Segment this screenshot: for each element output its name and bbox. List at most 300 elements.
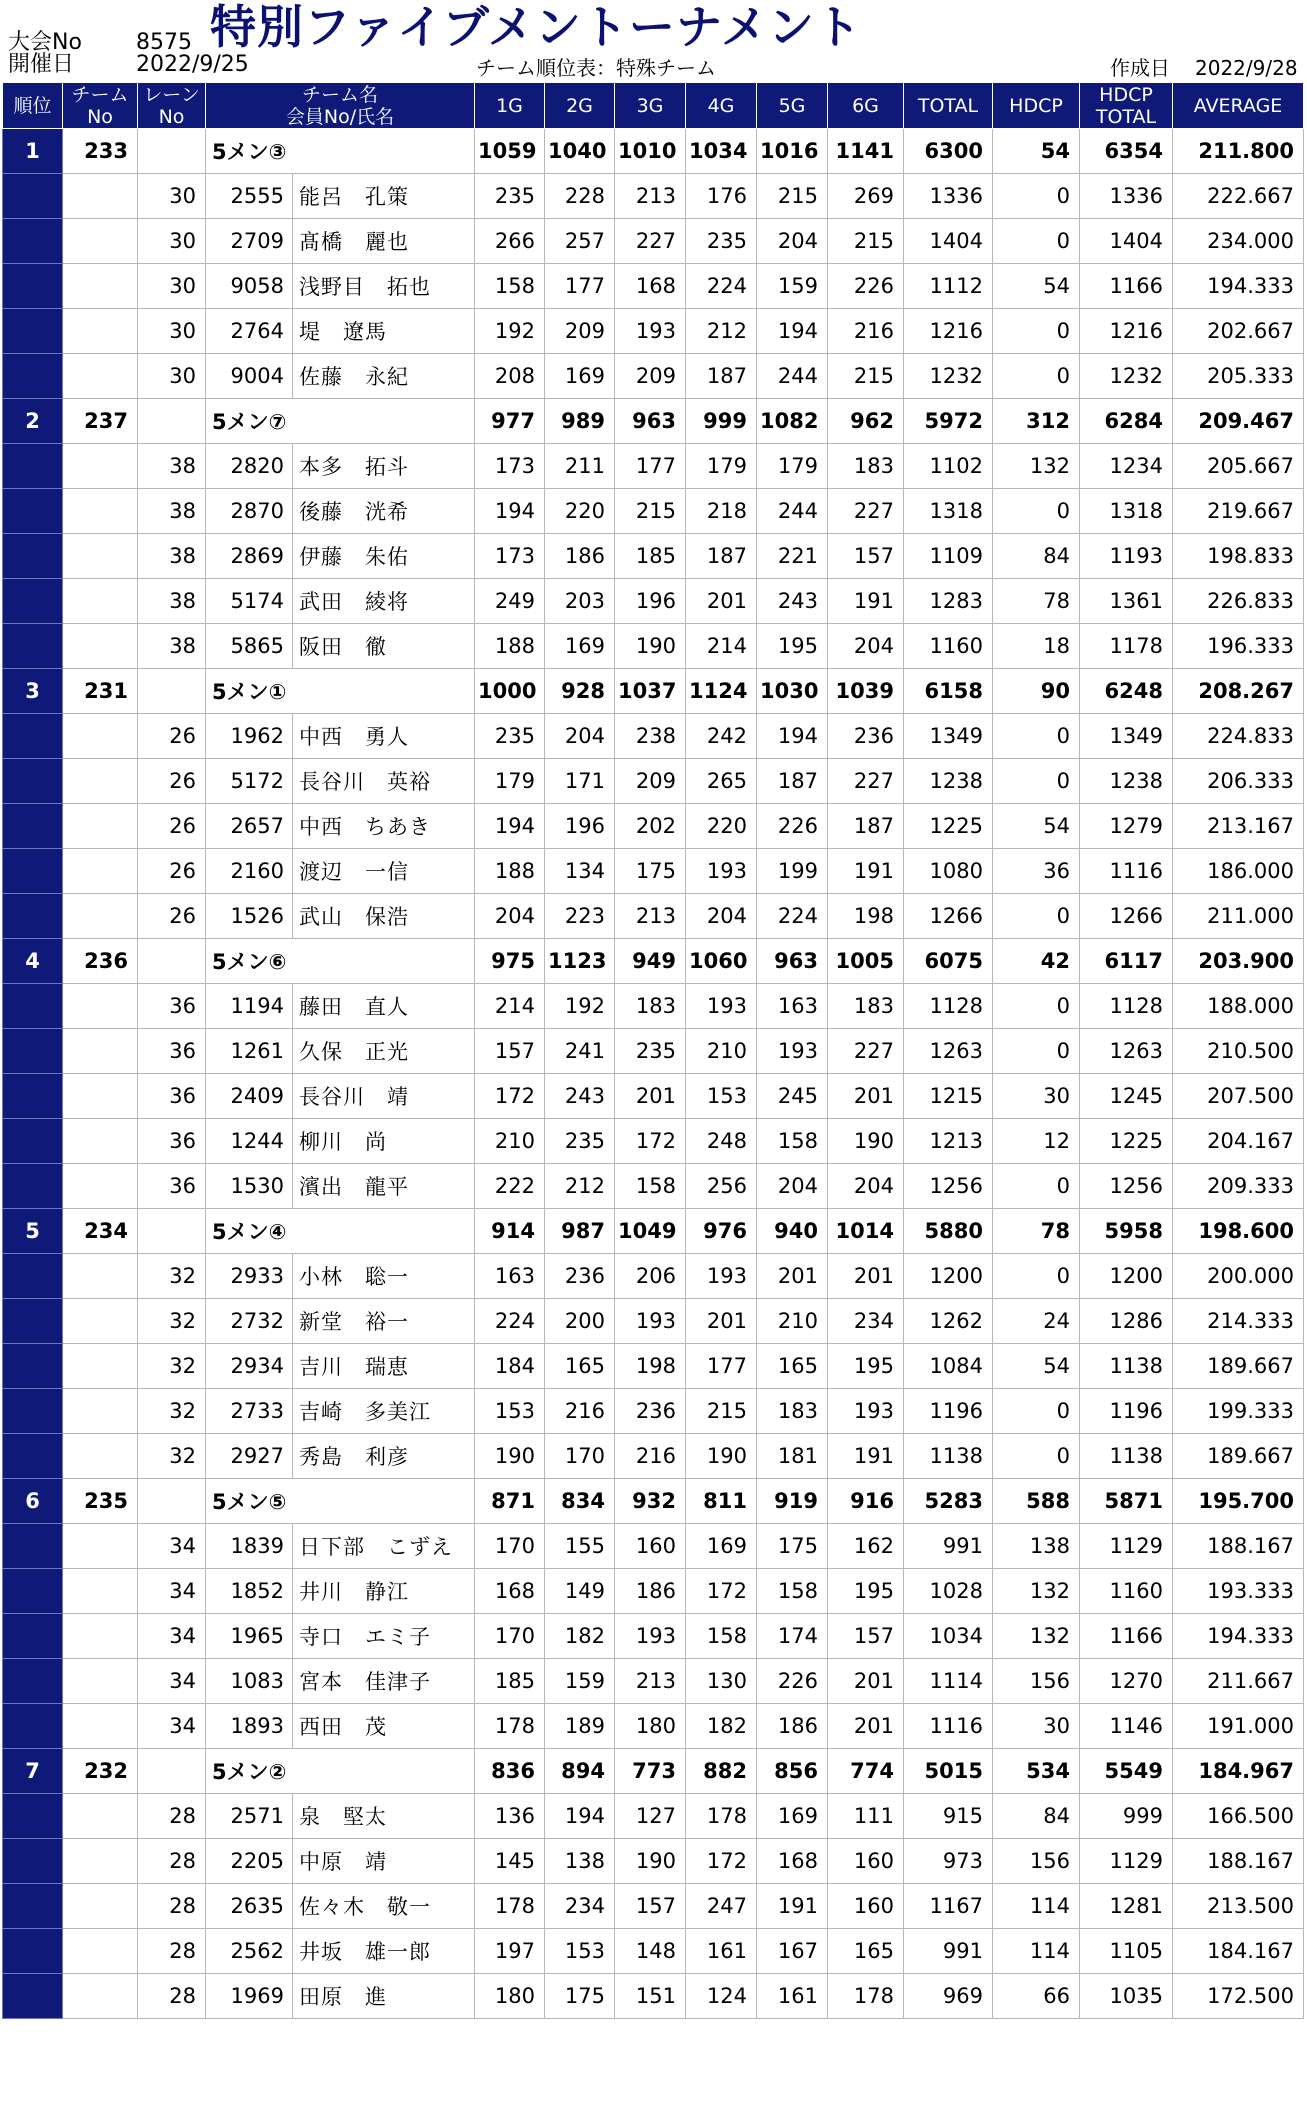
rank-cell [3, 624, 63, 669]
hdcp-cell: 78 [993, 1209, 1080, 1254]
rank-cell [3, 264, 63, 309]
hdcp-total-cell: 1270 [1080, 1659, 1173, 1704]
hdcp-cell: 0 [993, 759, 1080, 804]
member-name-cell: 田原 進 [293, 1974, 475, 2019]
member-no-cell: 2205 [206, 1839, 293, 1884]
lane-cell: 36 [138, 1164, 206, 1209]
total-cell: 6075 [904, 939, 993, 984]
rank-cell [3, 1704, 63, 1749]
game-3-cell: 160 [615, 1524, 686, 1569]
hdcp-cell: 0 [993, 714, 1080, 759]
game-5-cell: 245 [757, 1074, 828, 1119]
game-6-cell: 226 [828, 264, 904, 309]
hdcp-cell: 30 [993, 1074, 1080, 1119]
game-2-cell: 234 [545, 1884, 615, 1929]
header-row [3, 83, 1304, 129]
game-6-cell: 195 [828, 1344, 904, 1389]
total-cell: 5015 [904, 1749, 993, 1794]
game-4-cell: 235 [686, 219, 757, 264]
member-name-cell: 伊藤 朱佑 [293, 534, 475, 579]
date-label: 開催日 [8, 52, 75, 77]
member-no-cell: 1526 [206, 894, 293, 939]
game-1-cell: 168 [475, 1569, 545, 1614]
hdcp-total-cell: 1166 [1080, 264, 1173, 309]
game-3-cell: 213 [615, 1659, 686, 1704]
game-5-cell: 181 [757, 1434, 828, 1479]
game-4-cell: 193 [686, 849, 757, 894]
hdcp-cell: 0 [993, 1164, 1080, 1209]
game-2-cell: 170 [545, 1434, 615, 1479]
hdcp-cell: 0 [993, 894, 1080, 939]
game-2-cell: 216 [545, 1389, 615, 1434]
game-4-cell: 976 [686, 1209, 757, 1254]
col-team-no [63, 83, 138, 129]
rank-cell [3, 1884, 63, 1929]
game-2-cell: 203 [545, 579, 615, 624]
rank-cell [3, 804, 63, 849]
hdcp-cell: 588 [993, 1479, 1080, 1524]
game-5-cell: 204 [757, 1164, 828, 1209]
game-4-cell: 187 [686, 354, 757, 399]
member-no-cell: 2764 [206, 309, 293, 354]
hdcp-total-cell: 1116 [1080, 849, 1173, 894]
lane-cell: 32 [138, 1299, 206, 1344]
team-name-cell: 5メン④ [206, 1209, 475, 1254]
game-6-cell: 916 [828, 1479, 904, 1524]
hdcp-total-cell: 5871 [1080, 1479, 1173, 1524]
hdcp-cell: 54 [993, 804, 1080, 849]
member-row [3, 1434, 1304, 1479]
average-cell: 211.667 [1173, 1659, 1304, 1704]
game-1-cell: 190 [475, 1434, 545, 1479]
member-row [3, 1929, 1304, 1974]
game-5-cell: 158 [757, 1119, 828, 1164]
col-lane-line1: レーン [143, 83, 200, 106]
hdcp-total-cell: 1281 [1080, 1884, 1173, 1929]
game-1-cell: 188 [475, 849, 545, 894]
game-2-cell: 165 [545, 1344, 615, 1389]
game-4-cell: 1060 [686, 939, 757, 984]
game-4-cell: 130 [686, 1659, 757, 1704]
lane-cell: 32 [138, 1254, 206, 1299]
game-2-cell: 209 [545, 309, 615, 354]
average-cell: 209.467 [1173, 399, 1304, 444]
game-4-cell: 220 [686, 804, 757, 849]
game-4-cell: 153 [686, 1074, 757, 1119]
game-3-cell: 193 [615, 1299, 686, 1344]
average-cell: 234.000 [1173, 219, 1304, 264]
team-no-cell [63, 579, 138, 624]
game-6-cell: 774 [828, 1749, 904, 1794]
average-cell: 184.167 [1173, 1929, 1304, 1974]
hdcp-total-cell: 1225 [1080, 1119, 1173, 1164]
hdcp-cell: 42 [993, 939, 1080, 984]
average-cell: 166.500 [1173, 1794, 1304, 1839]
game-3-cell: 1010 [615, 129, 686, 174]
col-name-line2: 会員No/氏名 [285, 105, 395, 128]
game-5-cell: 193 [757, 1029, 828, 1074]
lane-cell: 28 [138, 1974, 206, 2019]
hdcp-total-cell: 6284 [1080, 399, 1173, 444]
member-name-cell: 日下部 こずえ [293, 1524, 475, 1569]
rank-cell [3, 354, 63, 399]
team-no-cell: 237 [63, 399, 138, 444]
member-name-cell: 武山 保浩 [293, 894, 475, 939]
member-row [3, 1254, 1304, 1299]
rank-cell [3, 759, 63, 804]
member-name-cell: 寺口 エミ子 [293, 1614, 475, 1659]
game-4-cell: 265 [686, 759, 757, 804]
hdcp-total-cell: 6248 [1080, 669, 1173, 714]
game-3-cell: 158 [615, 1164, 686, 1209]
total-cell: 1112 [904, 264, 993, 309]
game-3-cell: 190 [615, 1839, 686, 1884]
team-no-cell [63, 309, 138, 354]
member-name-cell: 久保 正光 [293, 1029, 475, 1074]
total-cell: 1238 [904, 759, 993, 804]
game-3-cell: 183 [615, 984, 686, 1029]
game-1-cell: 194 [475, 489, 545, 534]
event-date: 2022/9/25 [136, 52, 249, 77]
game-6-cell: 201 [828, 1704, 904, 1749]
average-cell: 184.967 [1173, 1749, 1304, 1794]
average-cell: 210.500 [1173, 1029, 1304, 1074]
created-label: 作成日 [1110, 56, 1170, 80]
hdcp-cell: 132 [993, 444, 1080, 489]
game-2-cell: 186 [545, 534, 615, 579]
hdcp-cell: 0 [993, 1389, 1080, 1434]
lane-cell: 28 [138, 1884, 206, 1929]
game-2-cell: 241 [545, 1029, 615, 1074]
game-1-cell: 178 [475, 1884, 545, 1929]
lane-cell: 26 [138, 714, 206, 759]
member-no-cell: 2934 [206, 1344, 293, 1389]
game-5-cell: 199 [757, 849, 828, 894]
col-lane-line2: No [158, 105, 185, 128]
hdcp-cell: 0 [993, 219, 1080, 264]
game-1-cell: 158 [475, 264, 545, 309]
game-6-cell: 269 [828, 174, 904, 219]
average-cell: 213.167 [1173, 804, 1304, 849]
game-2-cell: 194 [545, 1794, 615, 1839]
game-6-cell: 198 [828, 894, 904, 939]
team-no-cell: 232 [63, 1749, 138, 1794]
total-cell: 1263 [904, 1029, 993, 1074]
lane-cell: 34 [138, 1704, 206, 1749]
hdcp-cell: 36 [993, 849, 1080, 894]
game-3-cell: 1037 [615, 669, 686, 714]
hdcp-cell: 0 [993, 354, 1080, 399]
lane-cell: 36 [138, 1074, 206, 1119]
member-name-cell: 柳川 尚 [293, 1119, 475, 1164]
member-row [3, 1659, 1304, 1704]
game-5-cell: 175 [757, 1524, 828, 1569]
game-6-cell: 236 [828, 714, 904, 759]
game-6-cell: 1014 [828, 1209, 904, 1254]
hdcp-total-cell: 1166 [1080, 1614, 1173, 1659]
total-cell: 1138 [904, 1434, 993, 1479]
game-6-cell: 201 [828, 1254, 904, 1299]
hdcp-cell: 0 [993, 489, 1080, 534]
total-cell: 1102 [904, 444, 993, 489]
average-cell: 189.667 [1173, 1344, 1304, 1389]
average-cell: 202.667 [1173, 309, 1304, 354]
game-3-cell: 206 [615, 1254, 686, 1299]
game-6-cell: 162 [828, 1524, 904, 1569]
col-g2: 2G [545, 83, 615, 129]
game-6-cell: 191 [828, 1434, 904, 1479]
game-3-cell: 215 [615, 489, 686, 534]
game-1-cell: 185 [475, 1659, 545, 1704]
game-1-cell: 197 [475, 1929, 545, 1974]
game-1-cell: 224 [475, 1299, 545, 1344]
rank-cell [3, 219, 63, 264]
rank-cell [3, 579, 63, 624]
member-name-cell: 佐藤 永紀 [293, 354, 475, 399]
event-no: 8575 [136, 30, 192, 55]
lane-cell: 38 [138, 579, 206, 624]
member-name-cell: 長谷川 英裕 [293, 759, 475, 804]
lane-cell [138, 1749, 206, 1794]
team-no-cell [63, 1299, 138, 1344]
game-4-cell: 242 [686, 714, 757, 759]
game-3-cell: 932 [615, 1479, 686, 1524]
average-cell: 193.333 [1173, 1569, 1304, 1614]
game-1-cell: 179 [475, 759, 545, 804]
member-no-cell: 2869 [206, 534, 293, 579]
member-name-cell: 宮本 佳津子 [293, 1659, 475, 1704]
game-3-cell: 236 [615, 1389, 686, 1434]
team-no-cell: 231 [63, 669, 138, 714]
hdcp-cell: 312 [993, 399, 1080, 444]
team-no-cell [63, 759, 138, 804]
game-1-cell: 208 [475, 354, 545, 399]
game-6-cell: 193 [828, 1389, 904, 1434]
game-6-cell: 187 [828, 804, 904, 849]
member-name-cell: 小林 聡一 [293, 1254, 475, 1299]
hdcp-total-cell: 1238 [1080, 759, 1173, 804]
game-4-cell: 999 [686, 399, 757, 444]
lane-cell: 30 [138, 354, 206, 399]
game-3-cell: 209 [615, 759, 686, 804]
member-no-cell: 2555 [206, 174, 293, 219]
member-name-cell: 濱出 龍平 [293, 1164, 475, 1209]
lane-cell: 30 [138, 264, 206, 309]
game-4-cell: 201 [686, 1299, 757, 1344]
game-2-cell: 834 [545, 1479, 615, 1524]
hdcp-total-cell: 5549 [1080, 1749, 1173, 1794]
member-no-cell: 2657 [206, 804, 293, 849]
game-3-cell: 213 [615, 894, 686, 939]
hdcp-total-cell: 1200 [1080, 1254, 1173, 1299]
member-row [3, 759, 1304, 804]
team-row [3, 399, 1304, 444]
team-no-cell [63, 1704, 138, 1749]
rank-cell [3, 1524, 63, 1569]
game-3-cell: 175 [615, 849, 686, 894]
game-2-cell: 928 [545, 669, 615, 714]
hdcp-total-cell: 1160 [1080, 1569, 1173, 1614]
game-4-cell: 224 [686, 264, 757, 309]
lane-cell: 30 [138, 174, 206, 219]
hdcp-total-cell: 1245 [1080, 1074, 1173, 1119]
lane-cell: 34 [138, 1659, 206, 1704]
game-1-cell: 210 [475, 1119, 545, 1164]
team-row [3, 129, 1304, 174]
game-6-cell: 190 [828, 1119, 904, 1164]
team-no-cell [63, 1119, 138, 1164]
team-no-cell [63, 894, 138, 939]
rank-cell [3, 1164, 63, 1209]
member-no-cell: 5865 [206, 624, 293, 669]
team-no-cell [63, 1029, 138, 1074]
game-4-cell: 882 [686, 1749, 757, 1794]
game-5-cell: 163 [757, 984, 828, 1029]
member-no-cell: 1969 [206, 1974, 293, 2019]
team-no-cell [63, 1389, 138, 1434]
total-cell: 1200 [904, 1254, 993, 1299]
member-row [3, 1074, 1304, 1119]
average-cell: 198.833 [1173, 534, 1304, 579]
hdcp-total-cell: 1129 [1080, 1839, 1173, 1884]
average-cell: 204.167 [1173, 1119, 1304, 1164]
game-2-cell: 138 [545, 1839, 615, 1884]
average-cell: 191.000 [1173, 1704, 1304, 1749]
game-1-cell: 194 [475, 804, 545, 849]
game-2-cell: 149 [545, 1569, 615, 1614]
hdcp-cell: 66 [993, 1974, 1080, 2019]
game-1-cell: 914 [475, 1209, 545, 1254]
game-5-cell: 1016 [757, 129, 828, 174]
game-1-cell: 836 [475, 1749, 545, 1794]
game-6-cell: 1039 [828, 669, 904, 714]
game-2-cell: 159 [545, 1659, 615, 1704]
hdcp-cell: 156 [993, 1839, 1080, 1884]
rank-cell: 5 [3, 1209, 63, 1254]
game-5-cell: 169 [757, 1794, 828, 1839]
hdcp-cell: 132 [993, 1614, 1080, 1659]
total-cell: 1215 [904, 1074, 993, 1119]
game-4-cell: 190 [686, 1434, 757, 1479]
game-5-cell: 186 [757, 1704, 828, 1749]
game-5-cell: 158 [757, 1569, 828, 1614]
lane-cell: 38 [138, 489, 206, 534]
rank-cell: 4 [3, 939, 63, 984]
hdcp-cell: 114 [993, 1929, 1080, 1974]
game-4-cell: 248 [686, 1119, 757, 1164]
total-cell: 1116 [904, 1704, 993, 1749]
average-cell: 211.000 [1173, 894, 1304, 939]
game-5-cell: 187 [757, 759, 828, 804]
hdcp-cell: 18 [993, 624, 1080, 669]
game-3-cell: 186 [615, 1569, 686, 1614]
member-no-cell: 1852 [206, 1569, 293, 1614]
rank-cell [3, 1974, 63, 2019]
hdcp-cell: 90 [993, 669, 1080, 714]
rank-cell: 7 [3, 1749, 63, 1794]
game-5-cell: 168 [757, 1839, 828, 1884]
average-cell: 226.833 [1173, 579, 1304, 624]
team-name-cell: 5メン⑦ [206, 399, 475, 444]
average-cell: 207.500 [1173, 1074, 1304, 1119]
rank-cell [3, 849, 63, 894]
game-5-cell: 174 [757, 1614, 828, 1659]
hdcp-cell: 54 [993, 264, 1080, 309]
member-no-cell: 2160 [206, 849, 293, 894]
hdcp-cell: 114 [993, 1884, 1080, 1929]
game-4-cell: 212 [686, 309, 757, 354]
game-4-cell: 172 [686, 1569, 757, 1614]
average-cell: 206.333 [1173, 759, 1304, 804]
lane-cell: 28 [138, 1839, 206, 1884]
game-3-cell: 213 [615, 174, 686, 219]
rank-cell [3, 444, 63, 489]
game-2-cell: 169 [545, 624, 615, 669]
member-name-cell: 髙橋 麗也 [293, 219, 475, 264]
game-2-cell: 189 [545, 1704, 615, 1749]
game-2-cell: 171 [545, 759, 615, 804]
game-5-cell: 195 [757, 624, 828, 669]
member-no-cell: 2733 [206, 1389, 293, 1434]
team-no-cell [63, 1164, 138, 1209]
team-name-cell: 5メン① [206, 669, 475, 714]
game-2-cell: 257 [545, 219, 615, 264]
game-1-cell: 1000 [475, 669, 545, 714]
game-6-cell: 204 [828, 1164, 904, 1209]
lane-cell: 26 [138, 759, 206, 804]
member-no-cell: 5172 [206, 759, 293, 804]
total-cell: 1028 [904, 1569, 993, 1614]
lane-cell [138, 669, 206, 714]
average-cell: 198.600 [1173, 1209, 1304, 1254]
total-cell: 6300 [904, 129, 993, 174]
member-name-cell: 本多 拓斗 [293, 444, 475, 489]
hdcp-total-cell: 1216 [1080, 309, 1173, 354]
game-1-cell: 153 [475, 1389, 545, 1434]
game-5-cell: 244 [757, 489, 828, 534]
lane-cell: 30 [138, 219, 206, 264]
team-row [3, 1749, 1304, 1794]
lane-cell: 32 [138, 1434, 206, 1479]
hdcp-total-cell: 1129 [1080, 1524, 1173, 1569]
rank-cell [3, 1344, 63, 1389]
average-cell: 188.000 [1173, 984, 1304, 1029]
hdcp-total-cell: 1404 [1080, 219, 1173, 264]
game-5-cell: 940 [757, 1209, 828, 1254]
hdcp-cell: 0 [993, 1434, 1080, 1479]
game-1-cell: 192 [475, 309, 545, 354]
game-6-cell: 160 [828, 1884, 904, 1929]
team-no-cell [63, 1929, 138, 1974]
team-no-cell [63, 1254, 138, 1299]
game-2-cell: 196 [545, 804, 615, 849]
game-6-cell: 234 [828, 1299, 904, 1344]
game-1-cell: 173 [475, 534, 545, 579]
hdcp-cell: 30 [993, 1704, 1080, 1749]
game-5-cell: 194 [757, 309, 828, 354]
member-name-cell: 新堂 裕一 [293, 1299, 475, 1344]
member-name-cell: 西田 茂 [293, 1704, 475, 1749]
game-1-cell: 1059 [475, 129, 545, 174]
rank-cell [3, 1659, 63, 1704]
member-no-cell: 2820 [206, 444, 293, 489]
member-row [3, 1119, 1304, 1164]
team-no-cell [63, 1839, 138, 1884]
game-1-cell: 249 [475, 579, 545, 624]
game-4-cell: 178 [686, 1794, 757, 1839]
col-team-no-line2: No [87, 105, 113, 128]
hdcp-total-cell: 1256 [1080, 1164, 1173, 1209]
